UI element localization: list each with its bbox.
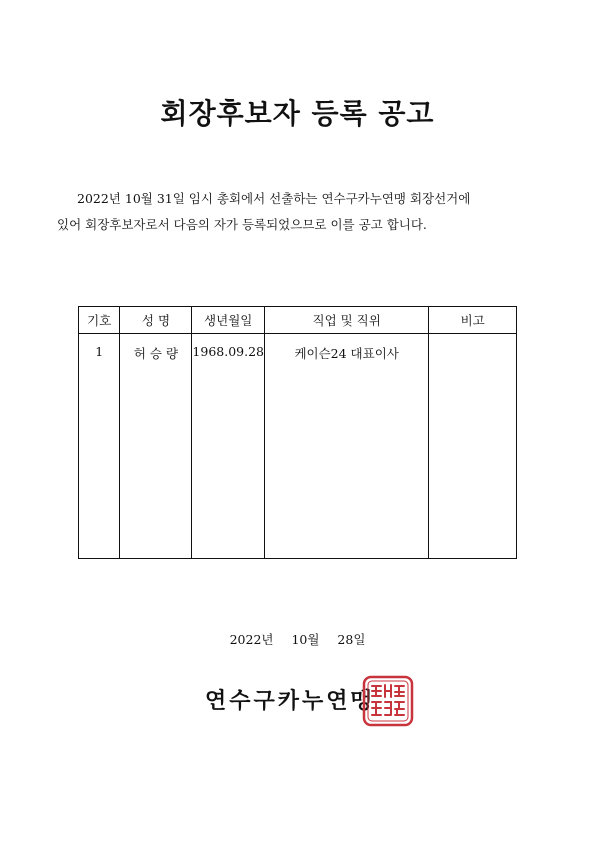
header-occupation: 직업 및 직위 (265, 307, 429, 334)
header-birth-date: 생년월일 (192, 307, 265, 334)
cell-birth-date: 1968.09.28 (192, 334, 265, 559)
announcement-date: 2022년 10월 28일 (229, 632, 366, 647)
table-header-row (79, 307, 517, 334)
header-name: 성 명 (120, 307, 192, 334)
document-title: 회장후보자 등록 공고 (160, 97, 435, 130)
announcement-paragraph (57, 186, 540, 238)
cell-remarks (429, 334, 517, 559)
paragraph-line-1: 2022년 10월 31일 임시 총회에서 선출하는 연수구카누연맹 회장선거에 (77, 191, 471, 206)
header-remarks: 비고 (429, 307, 517, 334)
candidate-table (78, 306, 517, 559)
cell-name: 허 승 량 (120, 334, 192, 559)
table-row (79, 334, 517, 559)
paragraph-line-2: 있어 회장후보자로서 다음의 자가 등록되었으므로 이를 공고 합니다. (57, 217, 427, 232)
cell-number: 1 (79, 334, 120, 559)
organization-name: 연수구카누연맹 (205, 689, 375, 714)
official-seal-icon (362, 675, 414, 727)
header-number: 기호 (79, 307, 120, 334)
cell-occupation: 케이슨24 대표이사 (265, 334, 429, 559)
